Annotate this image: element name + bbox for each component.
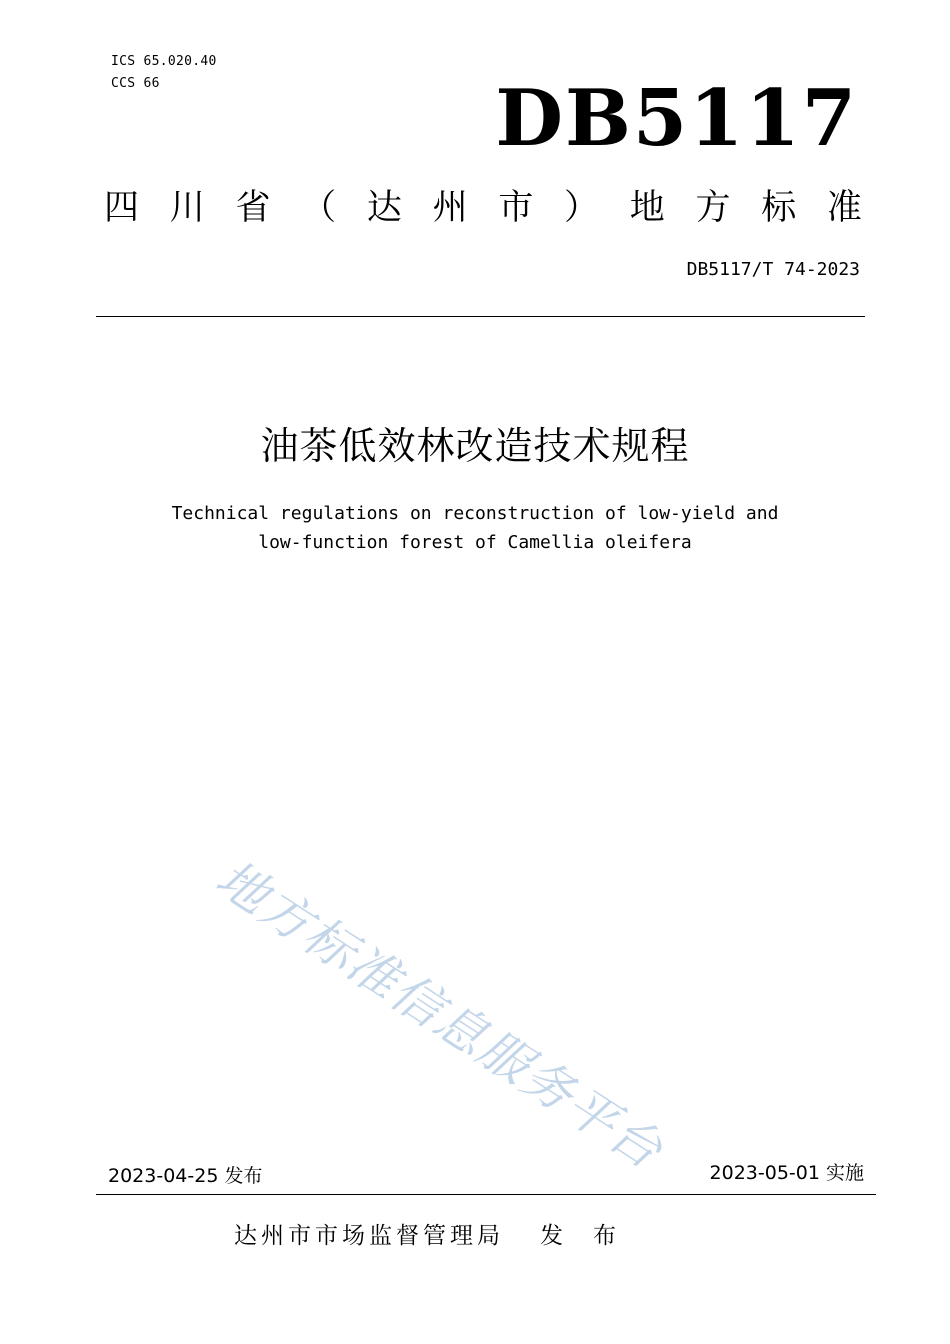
implementation-date: 2023-05-01 实施 — [709, 1162, 864, 1184]
document-title-chinese: 油茶低效林改造技术规程 — [260, 424, 690, 468]
standard-type-char: （ — [301, 188, 337, 228]
publish-word: 布 — [593, 1223, 620, 1249]
standard-type-char: 地 — [629, 188, 665, 228]
ccs-code: CCS 66 — [111, 76, 160, 91]
document-title-english-line2: low-function forest of Camellia oleifera — [258, 532, 692, 553]
standard-number: DB5117/T 74-2023 — [686, 259, 860, 280]
document-title-english-line1: Technical regulations on reconstruction of low-yield and — [171, 503, 779, 524]
standard-type-char: 方 — [695, 188, 731, 228]
standard-type-char: 四 — [104, 188, 140, 228]
standard-type-char: 标 — [761, 188, 797, 228]
standard-type-char: 市 — [498, 188, 534, 228]
standard-type-char: 达 — [366, 188, 402, 228]
publish-label — [540, 1223, 620, 1249]
issuer-line — [234, 1220, 620, 1252]
standard-type-char: 准 — [826, 188, 862, 228]
ics-code: ICS 65.020.40 — [111, 54, 217, 69]
issue-date: 2023-04-25 发布 — [108, 1165, 263, 1187]
db-code-heading: DB5117 — [495, 73, 858, 164]
standard-type-char: 省 — [235, 188, 271, 228]
standard-type-heading — [104, 186, 862, 230]
issuing-authority: 达州市市场监督管理局 — [234, 1223, 504, 1249]
standard-type-char: 川 — [169, 188, 205, 228]
standard-type-char: ） — [564, 188, 600, 228]
top-divider — [96, 316, 865, 317]
standard-type-char: 州 — [432, 188, 468, 228]
watermark: 地方标准信息服务平台 — [205, 848, 674, 1181]
publish-word: 发 — [540, 1223, 567, 1249]
bottom-divider — [96, 1194, 876, 1195]
